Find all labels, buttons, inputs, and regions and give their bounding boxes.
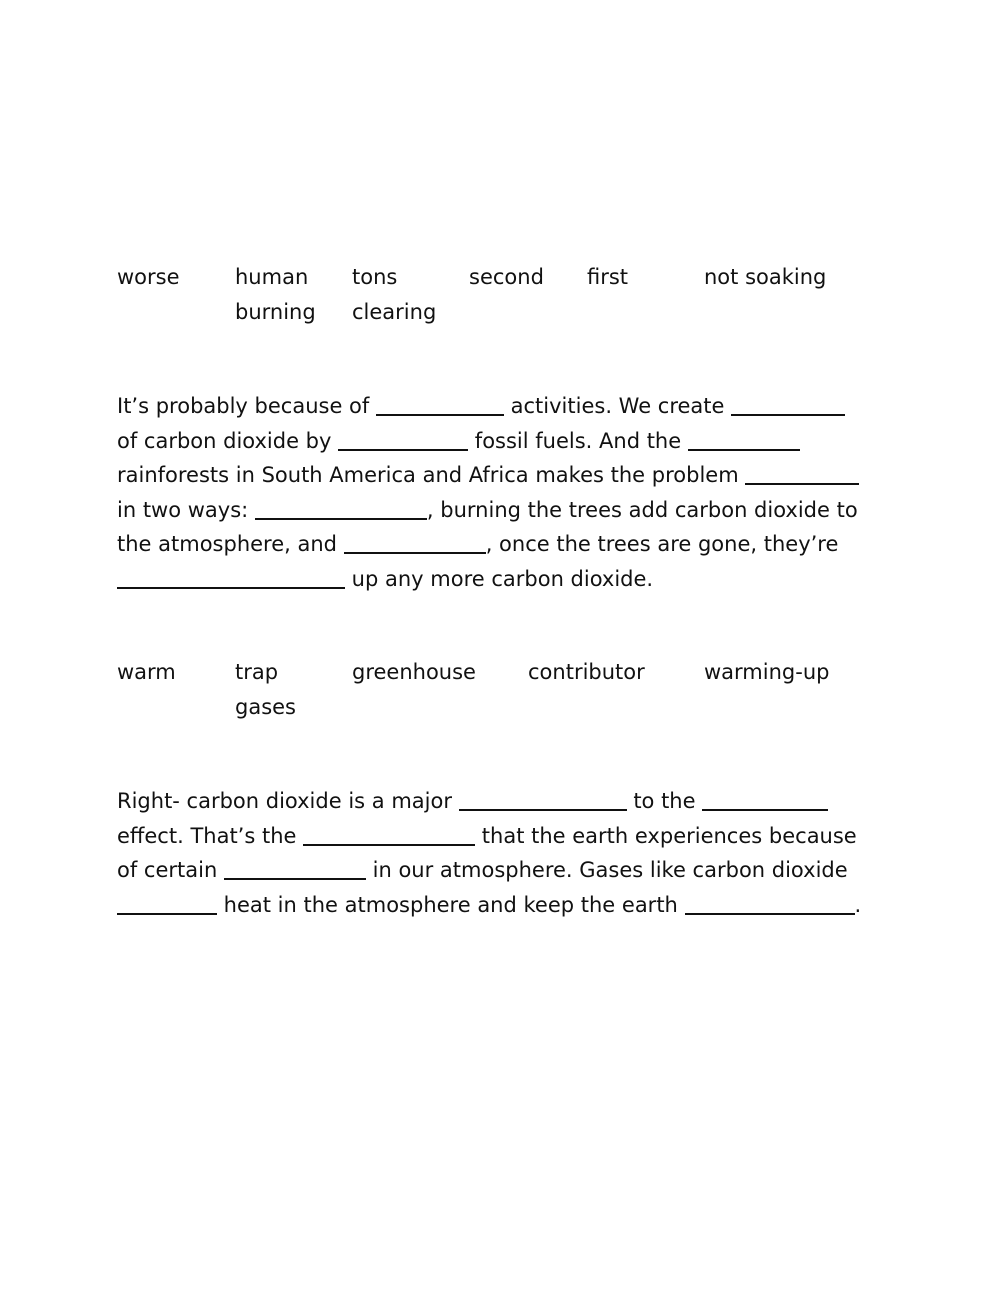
word-bank-item: warm: [117, 660, 176, 684]
word-bank-item: gases: [235, 694, 297, 719]
answer-blank[interactable]: [731, 414, 845, 416]
passage-text: fossil fuels. And the: [468, 428, 688, 453]
passage-text: to the: [626, 789, 703, 813]
answer-blank[interactable]: [224, 878, 366, 880]
passage-text: , burning the trees add carbon dioxide to: [426, 497, 858, 522]
passage-text: of carbon dioxide by: [117, 428, 339, 453]
word-bank-item: clearing: [352, 299, 437, 324]
passage-text: , once the trees are gone, they’re: [485, 532, 839, 556]
word-bank-1: [117, 260, 897, 329]
passage-1: [117, 389, 907, 596]
passage-line: [117, 562, 907, 597]
word-bank-item: second: [469, 265, 544, 289]
passage-text: that the earth experiences because: [475, 823, 857, 848]
passage-text: Right- carbon dioxide is a major: [117, 789, 459, 813]
passage-line: [117, 458, 907, 493]
word-bank-item: warming-up: [704, 660, 830, 684]
word-bank-item: human: [235, 265, 309, 289]
passage-text: rainforests in South America and Africa makes the problem: [117, 463, 746, 487]
passage-text: of certain: [117, 858, 224, 882]
answer-blank[interactable]: [702, 809, 828, 811]
passage-line: [117, 527, 907, 562]
passage-text: heat in the atmosphere and keep the earth: [217, 892, 685, 917]
passage-text: .: [854, 892, 862, 917]
word-bank-item: burning: [235, 299, 316, 324]
word-bank-item: tons: [352, 265, 398, 289]
answer-blank[interactable]: [685, 913, 855, 915]
passage-text: in our atmosphere. Gases like carbon dioxide: [365, 858, 848, 882]
passage-text: activities. We create: [503, 394, 732, 418]
passage-text: It’s probably because of: [117, 394, 376, 418]
answer-blank[interactable]: [117, 587, 345, 589]
passage-line: [117, 888, 907, 923]
passage-text: effect. That’s the: [117, 823, 304, 848]
word-bank-item: not soaking: [704, 265, 827, 289]
passage-line: [117, 784, 907, 819]
passage-2: [117, 784, 907, 922]
passage-line: [117, 424, 907, 459]
answer-blank[interactable]: [376, 414, 504, 416]
answer-blank[interactable]: [338, 449, 468, 451]
passage-text: the atmosphere, and: [117, 532, 344, 556]
passage-text: up any more carbon dioxide.: [345, 566, 654, 591]
word-bank-item: trap: [235, 660, 279, 684]
passage-line: [117, 493, 907, 528]
answer-blank[interactable]: [303, 844, 475, 846]
word-bank-item: worse: [117, 265, 180, 289]
passage-line: [117, 819, 907, 854]
answer-blank[interactable]: [688, 449, 800, 451]
word-bank-item: contributor: [528, 660, 645, 684]
answer-blank[interactable]: [117, 913, 217, 915]
passage-line: [117, 853, 907, 888]
answer-blank[interactable]: [459, 809, 627, 811]
word-bank-item: first: [587, 265, 629, 289]
answer-blank[interactable]: [255, 518, 427, 520]
answer-blank[interactable]: [745, 483, 859, 485]
passage-text: in two ways:: [117, 497, 255, 522]
answer-blank[interactable]: [344, 552, 486, 554]
word-bank-item: greenhouse: [352, 660, 476, 684]
passage-line: [117, 389, 907, 424]
word-bank-2: [117, 655, 897, 724]
